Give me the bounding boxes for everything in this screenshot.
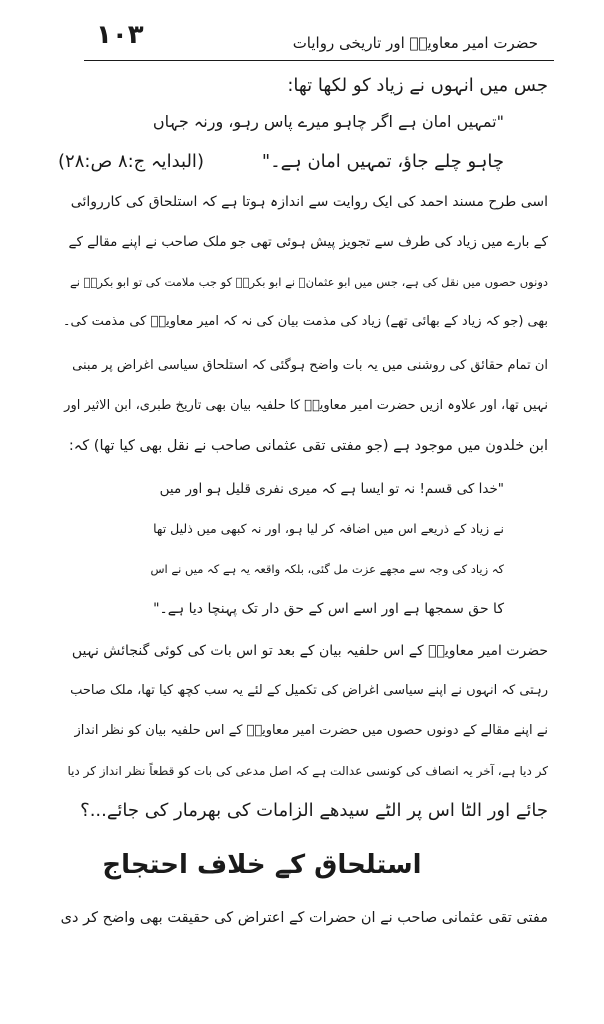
quote-line: نے زیاد کے ذریعے اس میں اضافہ کر لیا ہو، اور نہ کبھی میں ذلیل تھا bbox=[153, 521, 504, 536]
body-line: نہیں تھا، اور علاوہ ازیں حضرت امیر معاویہؓ کا حلفیہ بیان بھی تاریخ طبری، ابن الاثیر اور bbox=[64, 398, 548, 413]
quote-line: چاہو چلے جاؤ، تمہیں امان ہے۔" bbox=[261, 151, 504, 172]
body-line: مفتی تقی عثمانی صاحب نے ان حضرات کے اعتراض کی حقیقت بھی واضح کر دی bbox=[60, 910, 548, 926]
body-line: جس میں انہوں نے زیاد کو لکھا تھا: bbox=[287, 75, 548, 96]
page-number: ۱۰۳ bbox=[96, 20, 144, 50]
quote-line: "خدا کی قسم! نہ تو ایسا ہے کہ میری نفری قلیل ہو اور میں bbox=[159, 481, 504, 497]
body-line: کر دیا ہے، آخر یہ انصاف کی کونسی عدالت ہے کہ اصل مدعی کی بات کو قطعاً نظر انداز کر دیا bbox=[67, 764, 548, 778]
header-rule bbox=[84, 60, 554, 61]
body-line: حضرت امیر معاویہؓ کے اس حلفیہ بیان کے بعد تو اس بات کی کوئی گنجائش نہیں bbox=[71, 643, 548, 659]
body-line: نے اپنے مقالے کے دونوں حصوں میں حضرت امیر معاویہؓ کے اس حلفیہ بیان کو نظر انداز bbox=[74, 723, 548, 738]
quote-line: کا حق سمجھا ہے اور اسے اس کے حق دار تک پہنچا دیا ہے۔" bbox=[153, 601, 504, 617]
quote-reference-row bbox=[58, 148, 504, 176]
running-header: حضرت امیر معاویہؓ اور تاریخی روایات bbox=[292, 34, 538, 52]
body-line: کے بارے میں زیاد کی طرف سے تجویز پیش ہوئی تھی جو ملک صاحب نے اپنے مقالے کے bbox=[68, 234, 548, 250]
body-line: اسی طرح مسند احمد کی ایک روایت سے اندازہ ہوتا ہے کہ استلحاق کی کارروائی bbox=[70, 194, 548, 210]
reference-citation: (البدایہ ج:۸ ص:۲۸) bbox=[58, 151, 204, 172]
quote-line: "تمہیں امان ہے اگر چاہو میرے پاس رہو، ورنہ جہاں bbox=[152, 112, 504, 131]
section-heading: استلحاق کے خلاف احتجاج bbox=[102, 850, 422, 880]
body-line: جائے اور الٹا اس پر الٹے سیدھے الزامات کی بھرمار کی جائے...؟ bbox=[80, 800, 548, 821]
body-line: ان تمام حقائق کی روشنی میں یہ بات واضح ہوگئی کہ استلحاق سیاسی اغراض پر مبنی bbox=[72, 358, 548, 373]
body-line: بھی (جو کہ زیاد کے بھائی تھے) زیاد کی مذمت بیان کی نہ کہ امیر معاویہؓ کی مذمت کی۔ bbox=[62, 314, 548, 329]
body-line: ابن خلدون میں موجود ہے (جو مفتی تقی عثمانی صاحب نے نقل بھی کیا تھا) کہ: bbox=[68, 438, 548, 454]
quote-line: کہ زیاد کی وجہ سے مجھے عزت مل گئی، بلکہ واقعہ یہ ہے کہ میں نے اس bbox=[150, 562, 504, 576]
body-line: دونوں حصوں میں نقل کی ہے، جس میں ابو عثمانؒ نے ابو بکرہؓ کو جب ملامت کی تو ابو بکرہؓ نے bbox=[70, 275, 548, 289]
body-line: رہتی کہ انہوں نے اپنے سیاسی اغراض کی تکمیل کے لئے یہ سب کچھ کیا تھا، ملک صاحب bbox=[70, 683, 548, 698]
